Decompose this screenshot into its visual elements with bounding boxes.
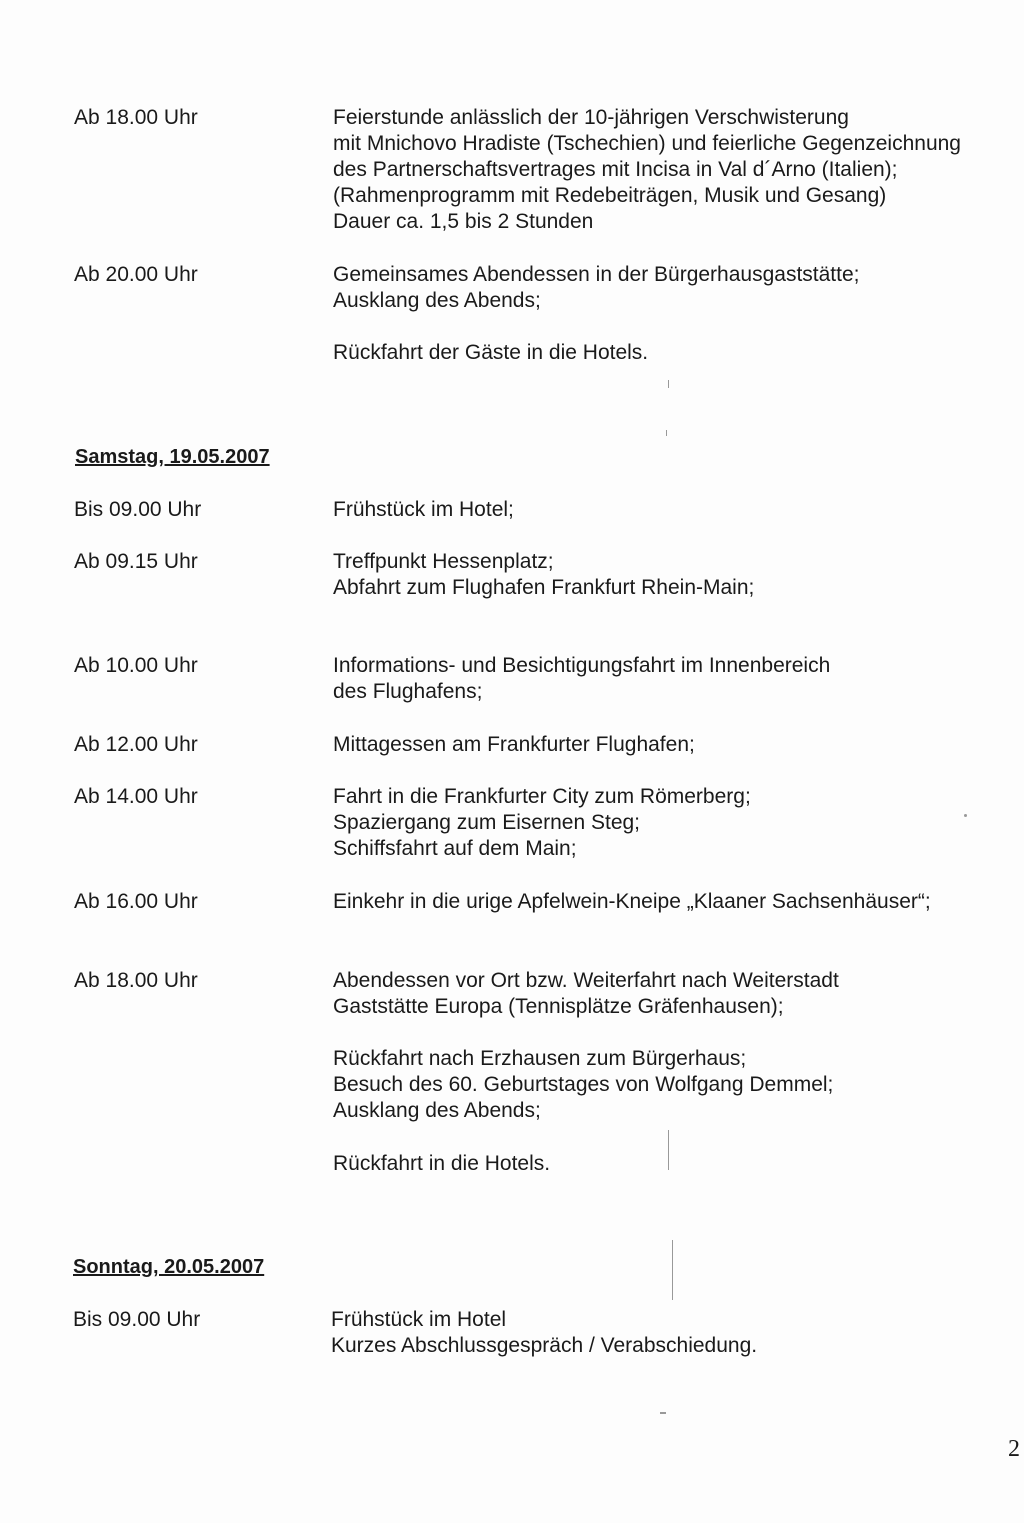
schedule-time: Bis 09.00 Uhr (73, 1308, 201, 1331)
day-heading: Samstag, 19.05.2007 (75, 446, 270, 468)
schedule-time: Bis 09.00 Uhr (74, 498, 202, 521)
schedule-description: Ausklang des Abends; (333, 289, 541, 312)
scan-speck (668, 380, 669, 388)
schedule-description: (Rahmenprogramm mit Redebeiträgen, Musik und Gesang) (333, 184, 887, 207)
scan-speck (672, 1240, 673, 1300)
schedule-description: Kurzes Abschlussgespräch / Verabschiedung. (331, 1334, 758, 1357)
schedule-description: Abendessen vor Ort bzw. Weiterfahrt nach Weiterstadt (333, 969, 839, 992)
schedule-description: Feierstunde anlässlich der 10-jährigen Verschwisterung (333, 106, 849, 129)
schedule-time: Ab 12.00 Uhr (74, 733, 198, 756)
schedule-description: mit Mnichovo Hradiste (Tschechien) und feierliche Gegenzeichnung (333, 132, 961, 155)
schedule-description: Einkehr in die urige Apfelwein-Kneipe „Klaaner Sachsenhäuser“; (333, 890, 931, 913)
schedule-description: des Flughafens; (333, 680, 483, 703)
scan-speck (660, 1412, 666, 1414)
schedule-description: Gemeinsames Abendessen in der Bürgerhausgaststätte; (333, 263, 860, 286)
schedule-description: Rückfahrt der Gäste in die Hotels. (333, 341, 649, 364)
scan-speck (964, 814, 967, 817)
schedule-time: Ab 18.00 Uhr (74, 969, 198, 992)
schedule-description: Mittagessen am Frankfurter Flughafen; (333, 733, 695, 756)
schedule-description: Treffpunkt Hessenplatz; (333, 550, 554, 573)
schedule-description: Spaziergang zum Eisernen Steg; (333, 811, 641, 834)
schedule-description: Abfahrt zum Flughafen Frankfurt Rhein-Main; (333, 576, 755, 599)
schedule-time: Ab 18.00 Uhr (74, 106, 198, 129)
schedule-time: Ab 09.15 Uhr (74, 550, 198, 573)
schedule-description: Schiffsfahrt auf dem Main; (333, 837, 577, 860)
schedule-time: Ab 10.00 Uhr (74, 654, 198, 677)
schedule-description: Rückfahrt nach Erzhausen zum Bürgerhaus; (333, 1047, 747, 1070)
schedule-description: Frühstück im Hotel; (333, 498, 514, 521)
schedule-description: Besuch des 60. Geburtstages von Wolfgang Demmel; (333, 1073, 834, 1096)
schedule-description: Fahrt in die Frankfurter City zum Römerberg; (333, 785, 751, 808)
schedule-description: Informations- und Besichtigungsfahrt im Innenbereich (333, 654, 831, 677)
schedule-description: Ausklang des Abends; (333, 1099, 541, 1122)
schedule-description: Gaststätte Europa (Tennisplätze Gräfenhausen); (333, 995, 784, 1018)
day-heading: Sonntag, 20.05.2007 (73, 1256, 265, 1278)
page-number: 2 (1008, 1436, 1020, 1462)
schedule-time: Ab 20.00 Uhr (74, 263, 198, 286)
schedule-description: Dauer ca. 1,5 bis 2 Stunden (333, 210, 594, 233)
schedule-time: Ab 14.00 Uhr (74, 785, 198, 808)
scan-speck (668, 1130, 669, 1170)
schedule-description: Frühstück im Hotel (331, 1308, 507, 1331)
schedule-description: des Partnerschaftsvertrages mit Incisa in Val d´Arno (Italien); (333, 158, 898, 181)
scan-speck (666, 430, 667, 436)
schedule-description: Rückfahrt in die Hotels. (333, 1152, 551, 1175)
schedule-time: Ab 16.00 Uhr (74, 890, 198, 913)
